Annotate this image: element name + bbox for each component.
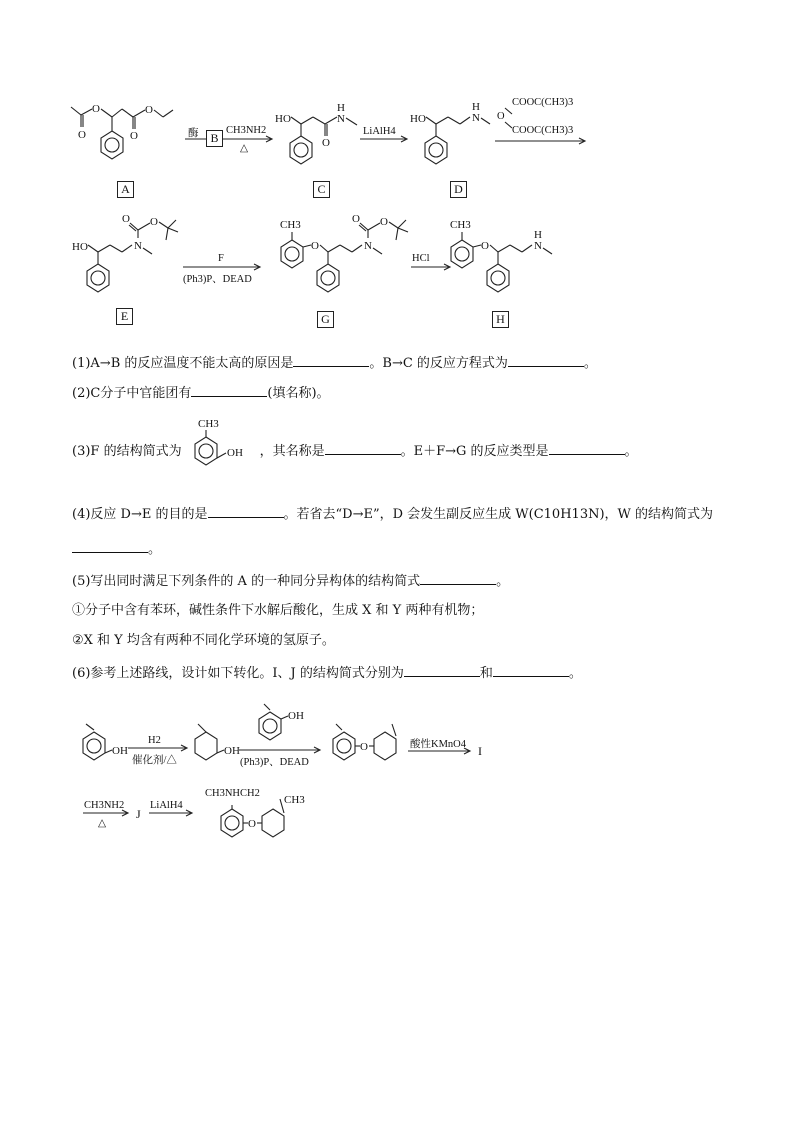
svg-text:O: O <box>311 240 319 252</box>
scheme2-product-I: I <box>478 744 482 758</box>
compound-F-structure <box>180 413 260 473</box>
svg-text:N: N <box>337 113 345 125</box>
scheme2-arrow1-bottom: 催化剂/△ <box>132 755 177 766</box>
compound-H-structure <box>440 210 570 305</box>
compound-G-structure <box>270 210 420 305</box>
svg-text:O: O <box>145 104 153 116</box>
question-4: (4)反应 D→E 的目的是 。若省去“D→E”，D 会发生副反应生成 W(C10H13N)，W 的结构简式为 <box>72 507 714 522</box>
svg-text:N: N <box>534 240 542 252</box>
blank-1b[interactable] <box>508 354 584 367</box>
blank-4a[interactable] <box>208 505 284 518</box>
arrow4-reagent: F <box>218 253 224 264</box>
compound-E-structure <box>72 210 192 305</box>
question-6: (6)参考上述路线，设计如下转化。I、J 的结构简式分别为 和 。 <box>72 666 582 681</box>
arrow-D-to-E <box>490 100 590 150</box>
blank-4b[interactable] <box>72 540 148 553</box>
svg-text:O: O <box>248 818 256 830</box>
arrow4-conditions: (Ph3)P、DEAD <box>183 274 252 285</box>
label-C: C <box>313 181 330 198</box>
svg-text:H: H <box>472 101 480 113</box>
blank-6a[interactable] <box>404 664 480 677</box>
svg-text:O: O <box>322 137 330 149</box>
question-2: (2)C分子中官能团有 (填名称)。 <box>72 386 330 401</box>
svg-text:H: H <box>337 102 345 114</box>
scheme2-arrow1-top: H2 <box>148 735 161 746</box>
scheme2-arrow4-top: CH3NH2 <box>84 800 125 811</box>
label-E: E <box>116 308 133 325</box>
question-1: (1)A→B 的反应温度不能太高的原因是 。B→C 的反应方程式为 。 <box>72 356 597 371</box>
svg-text:OH: OH <box>288 710 304 722</box>
svg-text:O: O <box>92 103 100 115</box>
svg-text:O: O <box>360 741 368 753</box>
svg-text:O: O <box>352 213 360 225</box>
scheme2-arrow5-top: LiAlH4 <box>150 800 183 811</box>
blank-1a[interactable] <box>293 354 369 367</box>
svg-text:HO: HO <box>410 113 426 125</box>
scheme2-arrow3-top: 酸性KMnO4 <box>410 739 467 750</box>
label-G: G <box>317 311 334 328</box>
scheme2-arrow4-bottom: △ <box>98 818 107 829</box>
arrow1-enzyme: 酶 <box>188 128 199 139</box>
arrow5-reagent: HCl <box>412 253 430 264</box>
arrow2-reagent: LiAlH4 <box>363 126 396 137</box>
svg-text:H: H <box>534 229 542 241</box>
question-5-condition-1: ①分子中含有苯环，碱性条件下水解后酸化，生成 X 和 Y 两种有机物； <box>72 603 484 618</box>
scheme2-final-product <box>210 795 320 845</box>
svg-text:CH3: CH3 <box>280 219 301 231</box>
blank-6b[interactable] <box>493 664 569 677</box>
label-A: A <box>117 181 134 198</box>
question-3: (3)F 的结构简式为 ，其名称是 。E＋F→G 的反应类型是 。 <box>72 444 638 459</box>
svg-text:O: O <box>78 129 86 141</box>
svg-text:CH3: CH3 <box>450 219 471 231</box>
blank-3b[interactable] <box>549 442 625 455</box>
svg-text:CH3: CH3 <box>198 418 219 430</box>
arrow1-reagent: CH3NH2 <box>226 125 267 136</box>
blank-3a[interactable] <box>325 442 401 455</box>
scheme2-arrow2-bottom: (Ph3)P、DEAD <box>240 757 309 768</box>
svg-text:O: O <box>481 240 489 252</box>
svg-text:OH: OH <box>224 745 240 757</box>
boc-anhydride-top: COOC(CH3)3 <box>512 97 574 108</box>
scheme2-o-cresol <box>72 718 132 778</box>
svg-text:O: O <box>130 130 138 142</box>
compound-D-structure <box>410 100 500 180</box>
svg-text:O: O <box>122 213 130 225</box>
label-D: D <box>450 181 467 198</box>
svg-text:O: O <box>150 216 158 228</box>
svg-text:N: N <box>364 240 372 252</box>
label-B: B <box>206 130 223 147</box>
blank-5[interactable] <box>420 572 496 585</box>
question-4-continued: 。 <box>72 540 161 559</box>
label-H: H <box>492 311 509 328</box>
blank-2[interactable] <box>191 384 267 397</box>
scheme2-product-J: J <box>136 807 141 821</box>
svg-text:N: N <box>134 240 142 252</box>
boc-anhydride-bottom: COOC(CH3)3 <box>512 125 574 136</box>
scheme2-final-substituent: CH3NHCH2 <box>205 788 260 799</box>
question-5: (5)写出同时满足下列条件的 A 的一种同分异构体的结构简式 。 <box>72 574 510 589</box>
boc-anhydride-O: O <box>497 111 505 122</box>
svg-text:HO: HO <box>72 241 88 253</box>
svg-text:HO: HO <box>275 113 291 125</box>
svg-text:OH: OH <box>112 745 128 757</box>
svg-text:O: O <box>380 216 388 228</box>
arrow1-condition: △ <box>240 143 249 154</box>
svg-text:N: N <box>472 112 480 124</box>
question-5-condition-2: ②X 和 Y 均含有两种不同化学环境的氢原子。 <box>72 633 335 648</box>
svg-text:OH: OH <box>227 447 243 459</box>
svg-text:CH3: CH3 <box>284 794 305 806</box>
